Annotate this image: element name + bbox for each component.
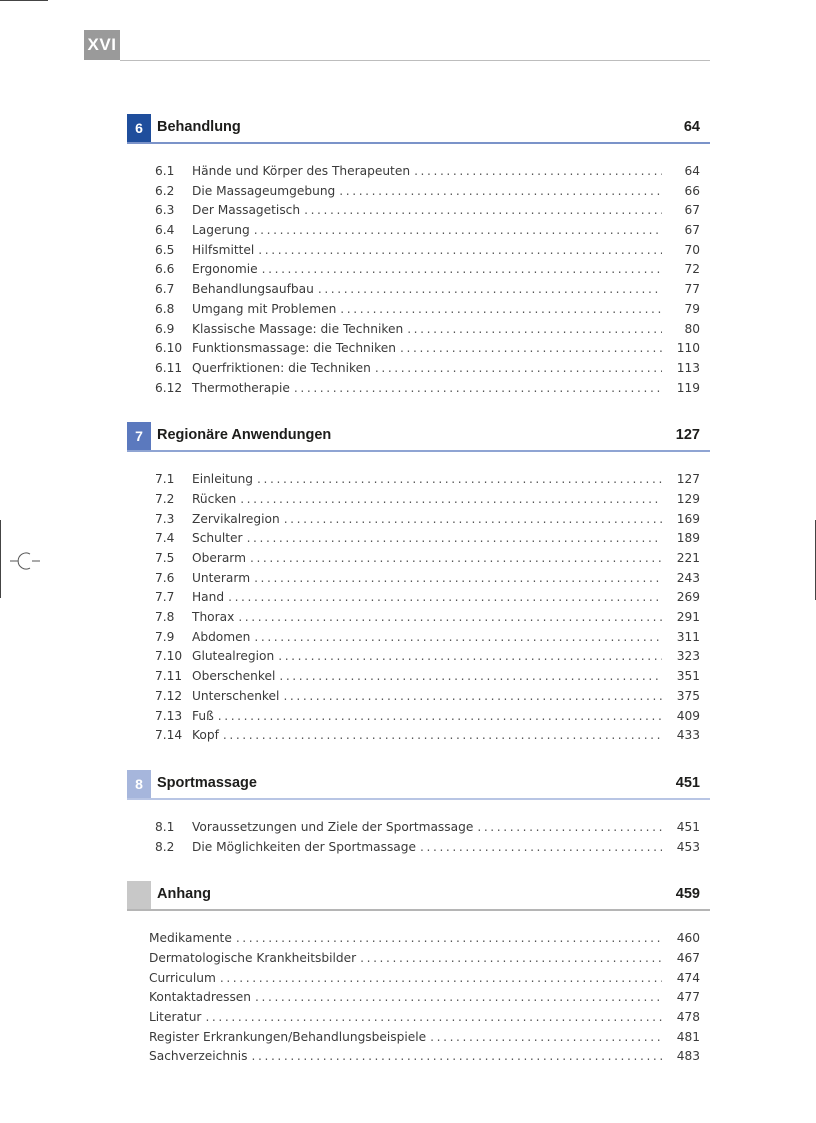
chapter-entries xyxy=(127,164,710,400)
dot-leader xyxy=(279,669,662,683)
dot-leader xyxy=(262,262,662,276)
toc-entry-title: Kopf xyxy=(192,728,219,743)
dot-leader xyxy=(255,990,662,1004)
dot-leader xyxy=(223,728,662,742)
chapter-page-number: 127 xyxy=(675,427,700,444)
toc-entry[interactable] xyxy=(127,361,710,381)
toc-entry[interactable] xyxy=(127,630,710,650)
chapter-title: Behandlung xyxy=(157,119,241,135)
toc-entry-title: Lagerung xyxy=(192,223,250,238)
toc-entry-page: 478 xyxy=(676,1010,700,1024)
toc-entry-page: 451 xyxy=(676,819,700,834)
toc-entry-page: 269 xyxy=(676,590,700,605)
dot-leader xyxy=(236,931,662,945)
toc-entry-title: Unterschenkel xyxy=(192,688,280,703)
toc-entry-page: 481 xyxy=(676,1029,700,1044)
toc-entry[interactable] xyxy=(127,1030,710,1050)
toc-entry-page: 375 xyxy=(676,688,700,703)
toc-entry-page: 453 xyxy=(676,839,700,854)
toc-entry-page: 351 xyxy=(676,669,700,684)
toc-entry-number: 6.3 xyxy=(155,203,175,218)
dot-leader xyxy=(304,203,662,217)
dot-leader xyxy=(420,840,662,854)
toc-entry-title: Hilfsmittel xyxy=(192,242,255,257)
toc-entry[interactable] xyxy=(127,243,710,263)
dot-leader xyxy=(247,531,662,545)
toc-entry[interactable] xyxy=(127,164,710,184)
dot-leader xyxy=(257,472,662,486)
toc-entry-page: 67 xyxy=(684,223,700,238)
toc-entry[interactable] xyxy=(127,184,710,204)
toc-entry-page: 291 xyxy=(676,610,700,625)
toc-entry-page: 67 xyxy=(684,203,700,218)
toc-entry-title: Thermotherapie xyxy=(192,380,290,395)
toc-entry-page: 64 xyxy=(684,164,700,178)
toc-entry-number: 7.3 xyxy=(155,511,175,526)
toc-entry-title: Die Massageumgebung xyxy=(192,183,336,198)
dot-leader xyxy=(477,820,662,834)
chapter-number-badge: 6 xyxy=(127,114,151,142)
toc-entry-title: Literatur xyxy=(149,1010,202,1024)
toc-entry-title: Zervikalregion xyxy=(192,511,280,526)
chapter-page-number: 64 xyxy=(683,119,700,135)
chapter-entries xyxy=(127,820,710,859)
chapter-heading xyxy=(127,114,710,144)
dot-leader xyxy=(278,649,662,663)
dot-leader xyxy=(339,184,662,198)
toc-entry-page: 119 xyxy=(676,380,700,395)
toc-entry[interactable] xyxy=(127,472,710,492)
toc-entry-title: Die Möglichkeiten der Sportmassage xyxy=(192,839,417,854)
toc-entry-title: Hände und Körper des Therapeuten xyxy=(192,164,411,178)
toc-entry-number: 7.7 xyxy=(155,590,175,605)
toc-entry-number: 6.10 xyxy=(155,341,183,356)
toc-entry[interactable] xyxy=(127,302,710,322)
toc-entry-page: 474 xyxy=(676,970,700,985)
toc-entry-page: 79 xyxy=(684,301,700,316)
toc-entry[interactable] xyxy=(127,669,710,689)
dot-leader xyxy=(250,551,662,565)
toc-entry-title: Medikamente xyxy=(149,931,232,946)
toc-entry-number: 7.9 xyxy=(155,629,175,644)
header-rule xyxy=(120,60,710,61)
toc-entry-number: 8.2 xyxy=(155,839,175,854)
toc-entry-number: 7.10 xyxy=(155,649,183,664)
toc-entry[interactable] xyxy=(127,610,710,630)
toc-entry-title: Fuß xyxy=(192,708,214,723)
dot-leader xyxy=(220,971,662,985)
dot-leader xyxy=(252,1049,662,1063)
toc-entry-title: Dermatologische Krankheitsbilder xyxy=(149,950,357,965)
toc-entry-page: 72 xyxy=(684,262,700,277)
dot-leader xyxy=(254,630,662,644)
toc-entry[interactable] xyxy=(127,341,710,361)
toc-entry-page: 467 xyxy=(676,950,700,965)
toc-entry-page: 433 xyxy=(676,728,700,743)
toc-entry-title: Voraussetzungen und Ziele der Sportmassage xyxy=(192,819,474,834)
dot-leader xyxy=(375,361,662,375)
toc-entry[interactable] xyxy=(127,571,710,591)
toc-entry-page: 113 xyxy=(676,360,700,375)
toc-entry-title: Funktionsmassage: die Techniken xyxy=(192,341,397,356)
toc-entry-page: 70 xyxy=(684,242,700,257)
toc-entry-title: Der Massagetisch xyxy=(192,203,301,218)
chapter-number-badge: 8 xyxy=(127,770,151,798)
dot-leader xyxy=(218,709,662,723)
dot-leader xyxy=(318,282,662,296)
toc-entry[interactable] xyxy=(127,728,710,748)
chapter-title: Anhang xyxy=(157,886,211,903)
toc-entry-number: 7.5 xyxy=(155,551,175,565)
toc-entry-page: 311 xyxy=(676,629,700,644)
chapter-page-number: 459 xyxy=(675,886,700,903)
toc-entry-number: 6.9 xyxy=(155,321,175,336)
dot-leader xyxy=(360,951,662,965)
toc-entry-title: Hand xyxy=(192,590,225,605)
chapter-heading xyxy=(127,422,710,452)
dot-leader xyxy=(205,1010,662,1024)
toc-entry[interactable] xyxy=(127,282,710,302)
toc-entry-page: 460 xyxy=(676,931,700,946)
toc-entry[interactable] xyxy=(127,689,710,709)
toc-entry-page: 169 xyxy=(676,511,700,526)
chapter-rule xyxy=(127,798,710,800)
toc-entry-number: 6.5 xyxy=(155,242,175,257)
toc-entry-title: Register Erkrankungen/Behandlungsbeispiele xyxy=(149,1029,427,1044)
toc-entry[interactable] xyxy=(127,531,710,551)
table-of-contents xyxy=(127,114,710,1091)
toc-entry[interactable] xyxy=(127,951,710,971)
toc-entry-page: 127 xyxy=(676,472,700,487)
chapter-heading xyxy=(127,770,710,800)
toc-entry-title: Umgang mit Problemen xyxy=(192,301,337,316)
toc-entry-number: 6.2 xyxy=(155,183,175,198)
toc-entry[interactable] xyxy=(127,262,710,282)
toc-entry-title: Behandlungsaufbau xyxy=(192,282,314,297)
toc-entry-title: Einleitung xyxy=(192,472,254,487)
chapter-heading xyxy=(127,881,710,911)
dot-leader xyxy=(430,1030,662,1044)
toc-entry-title: Ergonomie xyxy=(192,262,258,277)
toc-entry-number: 6.12 xyxy=(155,380,183,395)
dot-leader xyxy=(238,610,662,624)
registration-mark-icon xyxy=(10,549,40,573)
toc-entry[interactable] xyxy=(127,223,710,243)
toc-entry-title: Abdomen xyxy=(192,629,251,644)
chapter-rule xyxy=(127,909,710,911)
toc-entry[interactable] xyxy=(127,381,710,401)
dot-leader xyxy=(294,381,662,395)
toc-entry-title: Kontaktadressen xyxy=(149,990,252,1005)
toc-entry-page: 110 xyxy=(676,341,700,356)
toc-entry-page: 221 xyxy=(676,551,700,565)
toc-entry-number: 6.7 xyxy=(155,282,175,297)
toc-entry[interactable] xyxy=(127,931,710,951)
toc-entry-number: 6.4 xyxy=(155,223,175,238)
toc-entry-number: 7.8 xyxy=(155,610,175,625)
toc-entry-page: 80 xyxy=(684,321,700,336)
crop-mark-left xyxy=(0,520,1,598)
toc-entry[interactable] xyxy=(127,971,710,991)
toc-entry-page: 477 xyxy=(676,990,700,1005)
toc-entry-page: 323 xyxy=(676,649,700,664)
toc-entry-title: Sachverzeichnis xyxy=(149,1049,248,1064)
chapter-number-badge: 7 xyxy=(127,422,151,450)
chapter-rule xyxy=(127,142,710,144)
toc-entry-number: 7.11 xyxy=(155,669,183,684)
toc-entry[interactable] xyxy=(127,551,710,571)
toc-entry[interactable] xyxy=(127,709,710,729)
dot-leader xyxy=(283,689,662,703)
toc-entry[interactable] xyxy=(127,512,710,532)
toc-entry-number: 7.1 xyxy=(155,472,175,487)
dot-leader xyxy=(240,492,662,506)
chapter-rule xyxy=(127,450,710,452)
dot-leader xyxy=(407,322,662,336)
chapter-number-badge xyxy=(127,881,151,909)
toc-entry[interactable] xyxy=(127,1049,710,1069)
dot-leader xyxy=(400,341,662,355)
toc-entry-number: 6.6 xyxy=(155,262,175,277)
toc-entry-page: 189 xyxy=(676,531,700,546)
toc-entry-page: 129 xyxy=(676,491,700,506)
toc-entry-title: Schulter xyxy=(192,531,243,546)
toc-entry-title: Klassische Massage: die Techniken xyxy=(192,321,404,336)
crop-mark-top xyxy=(0,0,48,1)
dot-leader xyxy=(228,590,662,604)
toc-entry[interactable] xyxy=(127,840,710,860)
toc-entry-number: 7.13 xyxy=(155,708,183,723)
toc-entry-number: 7.14 xyxy=(155,728,183,743)
toc-entry[interactable] xyxy=(127,820,710,840)
toc-entry[interactable] xyxy=(127,492,710,512)
dot-leader xyxy=(414,164,662,178)
toc-entry-page: 243 xyxy=(676,570,700,585)
toc-entry-page: 409 xyxy=(676,708,700,723)
dot-leader xyxy=(284,512,662,526)
toc-entry-title: Glutealregion xyxy=(192,649,275,664)
toc-entry[interactable] xyxy=(127,590,710,610)
toc-entry-page: 483 xyxy=(676,1049,700,1064)
toc-entry-title: Unterarm xyxy=(192,570,251,585)
dot-leader xyxy=(340,302,662,316)
toc-entry-title: Querfriktionen: die Techniken xyxy=(192,360,371,375)
toc-entry-number: 8.1 xyxy=(155,819,175,834)
dot-leader xyxy=(254,571,662,585)
toc-entry[interactable] xyxy=(127,990,710,1010)
chapter-title: Sportmassage xyxy=(157,774,257,791)
chapter-page-number: 451 xyxy=(675,774,700,791)
chapter-title: Regionäre Anwendungen xyxy=(157,427,332,444)
page-folio: XVI xyxy=(84,30,120,60)
chapter-entries xyxy=(127,931,710,1069)
toc-entry-number: 7.12 xyxy=(155,688,183,703)
toc-entry-title: Oberarm xyxy=(192,551,246,565)
toc-entry-number: 6.11 xyxy=(155,360,183,375)
toc-entry-title: Thorax xyxy=(192,610,235,625)
toc-entry-number: 7.2 xyxy=(155,491,175,506)
toc-entry-title: Curriculum xyxy=(149,970,216,985)
toc-entry-number: 6.8 xyxy=(155,301,175,316)
toc-entry-title: Rücken xyxy=(192,491,237,506)
dot-leader xyxy=(254,223,662,237)
toc-entry-title: Oberschenkel xyxy=(192,669,276,684)
dot-leader xyxy=(258,243,662,257)
toc-entry-number: 6.1 xyxy=(155,164,175,178)
toc-entry[interactable] xyxy=(127,203,710,223)
toc-entry-page: 66 xyxy=(684,183,700,198)
toc-entry[interactable] xyxy=(127,649,710,669)
toc-entry[interactable] xyxy=(127,322,710,342)
toc-entry-number: 7.6 xyxy=(155,570,175,585)
chapter-entries xyxy=(127,472,710,748)
toc-entry[interactable] xyxy=(127,1010,710,1030)
toc-entry-page: 77 xyxy=(684,282,700,297)
toc-entry-number: 7.4 xyxy=(155,531,175,546)
